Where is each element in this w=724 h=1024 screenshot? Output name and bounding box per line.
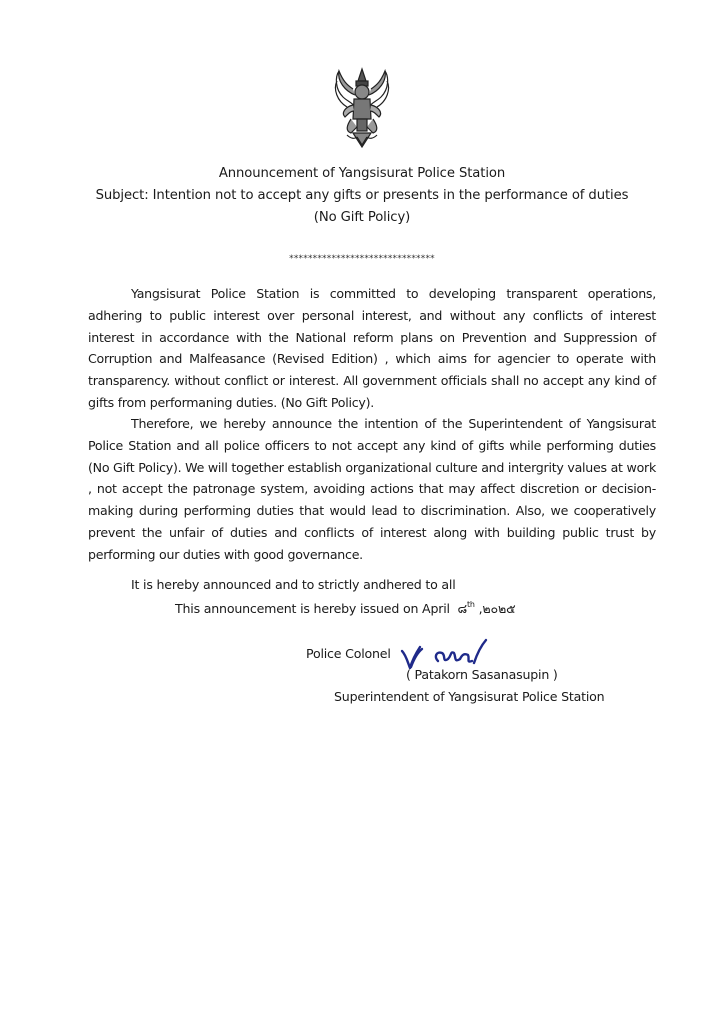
policy-name: (No Gift Policy)	[313, 210, 411, 225]
announcement-title: Announcement of Yangsisurat Police Station	[218, 166, 506, 181]
issue-date-prefix: This announcement is hereby issued on April	[175, 601, 450, 616]
paragraph-commitment	[88, 283, 656, 414]
signatory-position: Superintendent of Yangsisurat Police Station	[334, 689, 605, 704]
issue-year: ,๒๐๒๕	[478, 601, 516, 616]
paragraph-text: Therefore, we hereby announce the intention of the Superintendent of Yangsisurat Police Station and all police officers to not accept any kind of gifts while performing duties (No Gift Policy). We will together establish organizational culture and intergrity values at work , not accept the patronage system, avoiding actions that may affect discretion or decision-making during performing duties that would lead to discrimination. Also, we cooperatively prevent the unfair of duties and conflicts of interest along with building public trust by performing our duties with good governance.	[88, 416, 656, 562]
closing-statement: It is hereby announced and to strictly andhered to all	[131, 577, 456, 592]
issue-date-line	[175, 599, 515, 619]
issue-day: ๘	[457, 601, 467, 616]
signatory-rank: Police Colonel	[306, 646, 391, 661]
garuda-emblem-icon	[331, 67, 393, 151]
paragraph-text: Yangsisurat Police Station is committed to developing transparent operations, adhering to public interest over personal interest, and without any conflicts of interest interest in accordance with the National reform plans on Prevention and Suppression of Corruption and Malfeasance (Revised Edition) , which aims for agencier to operate with transparency. without conflict or interest. All government officials shall no accept any kind of gifts from performaning duties. (No Gift Policy).	[88, 286, 656, 410]
announcement-subject: Subject: Intention not to accept any gifts or presents in the performance of duties	[95, 188, 629, 203]
signatory-name: ( Patakorn Sasanasupin )	[406, 667, 558, 682]
paragraph-announcement	[88, 413, 656, 566]
issue-day-suffix: th	[466, 600, 475, 609]
separator: *******************************	[289, 254, 435, 264]
